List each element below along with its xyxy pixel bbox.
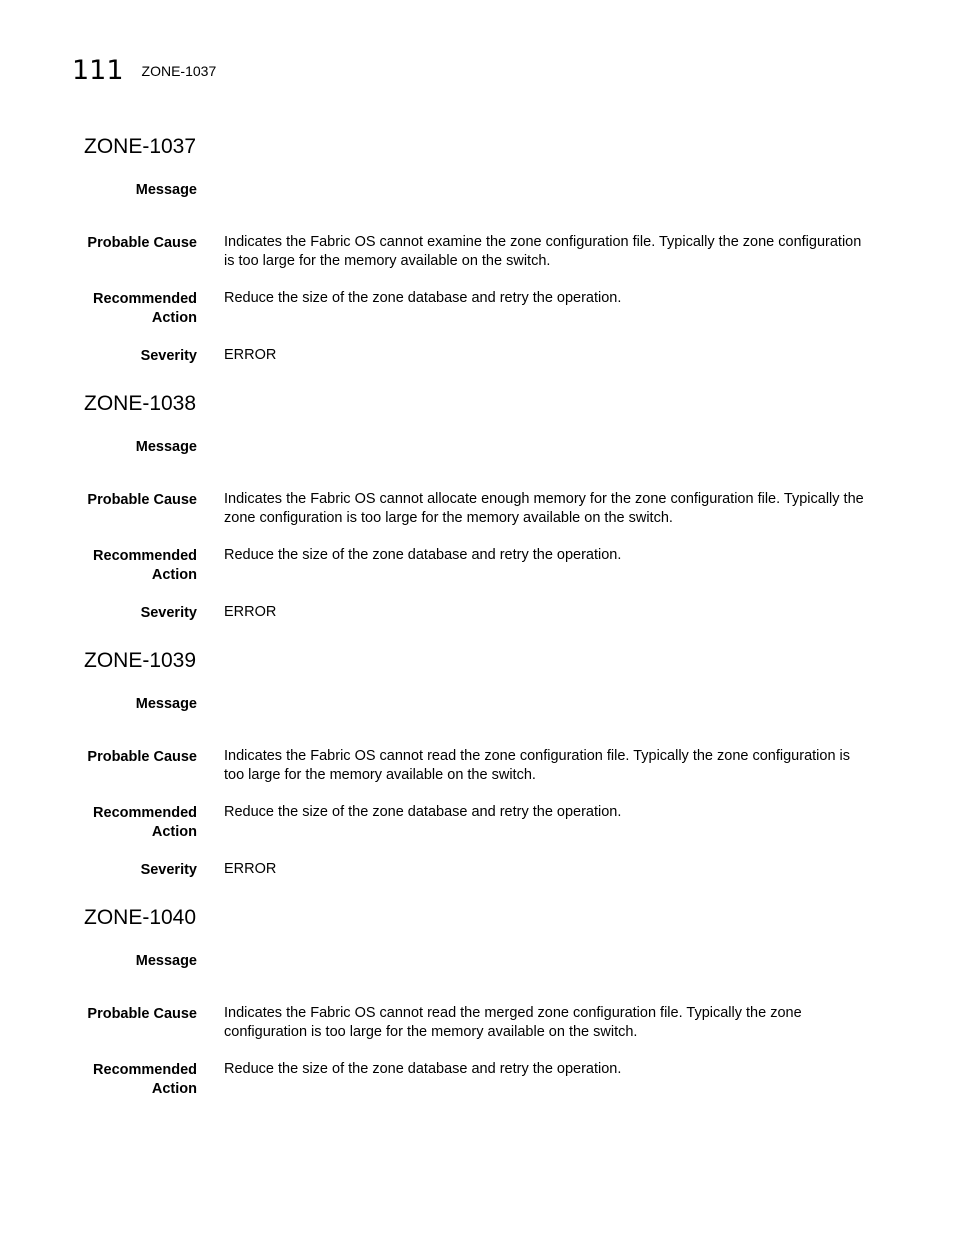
- message-label: Message: [135, 696, 197, 712]
- recommended-action-label-line2: Action: [151, 567, 197, 583]
- probable-cause-value: Indicates the Fabric OS cannot read the zone configuration file. Typically the zone configuration is too large for the memory available on the switch.: [224, 748, 851, 783]
- recommended-action-label-line1: Recommended: [93, 548, 197, 564]
- entry-title: ZONE-1039: [84, 649, 197, 672]
- recommended-action-label-line2: Action: [151, 824, 197, 840]
- severity-label: Severity: [140, 605, 197, 621]
- severity-value: ERROR: [224, 604, 277, 620]
- severity-value: ERROR: [224, 347, 277, 363]
- severity-value: ERROR: [224, 861, 277, 877]
- recommended-action-label-line1: Recommended: [93, 291, 197, 307]
- probable-cause-label: Probable Cause: [87, 492, 197, 508]
- page-header: [72, 56, 216, 90]
- probable-cause-value: Indicates the Fabric OS cannot allocate enough memory for the zone configuration file. Typically the zone configuration is too large for the memory available on the switch.: [224, 491, 864, 526]
- running-title: ZONE-1037: [141, 63, 217, 79]
- recommended-action-value: Reduce the size of the zone database and retry the operation.: [224, 1061, 622, 1077]
- page-number: 111: [72, 55, 124, 86]
- recommended-action-label: [67, 547, 197, 585]
- recommended-action-label-line2: Action: [151, 1081, 197, 1097]
- probable-cause-value: Indicates the Fabric OS cannot examine the zone configuration file. Typically the zone configuration is too large for the memory available on the switch.: [224, 234, 862, 269]
- message-label: Message: [135, 182, 197, 198]
- recommended-action-value: Reduce the size of the zone database and retry the operation.: [224, 290, 622, 306]
- recommended-action-label-line1: Recommended: [93, 805, 197, 821]
- recommended-action-label: [67, 1061, 197, 1099]
- message-label: Message: [135, 439, 197, 455]
- entry-title: ZONE-1038: [84, 392, 197, 415]
- recommended-action-value: Reduce the size of the zone database and retry the operation.: [224, 547, 622, 563]
- recommended-action-value: Reduce the size of the zone database and retry the operation.: [224, 804, 622, 820]
- recommended-action-label-line2: Action: [151, 310, 197, 326]
- recommended-action-label: [67, 804, 197, 842]
- entry-title: ZONE-1040: [84, 906, 197, 929]
- probable-cause-value: Indicates the Fabric OS cannot read the merged zone configuration file. Typically the zone configuration is too large for the memory available on the switch.: [224, 1005, 802, 1040]
- recommended-action-label: [67, 290, 197, 328]
- probable-cause-label: Probable Cause: [87, 235, 197, 251]
- probable-cause-label: Probable Cause: [87, 1006, 197, 1022]
- recommended-action-label-line1: Recommended: [93, 1062, 197, 1078]
- severity-label: Severity: [140, 348, 197, 364]
- severity-label: Severity: [140, 862, 197, 878]
- probable-cause-label: Probable Cause: [87, 749, 197, 765]
- entry-title: ZONE-1037: [84, 135, 197, 158]
- message-label: Message: [135, 953, 197, 969]
